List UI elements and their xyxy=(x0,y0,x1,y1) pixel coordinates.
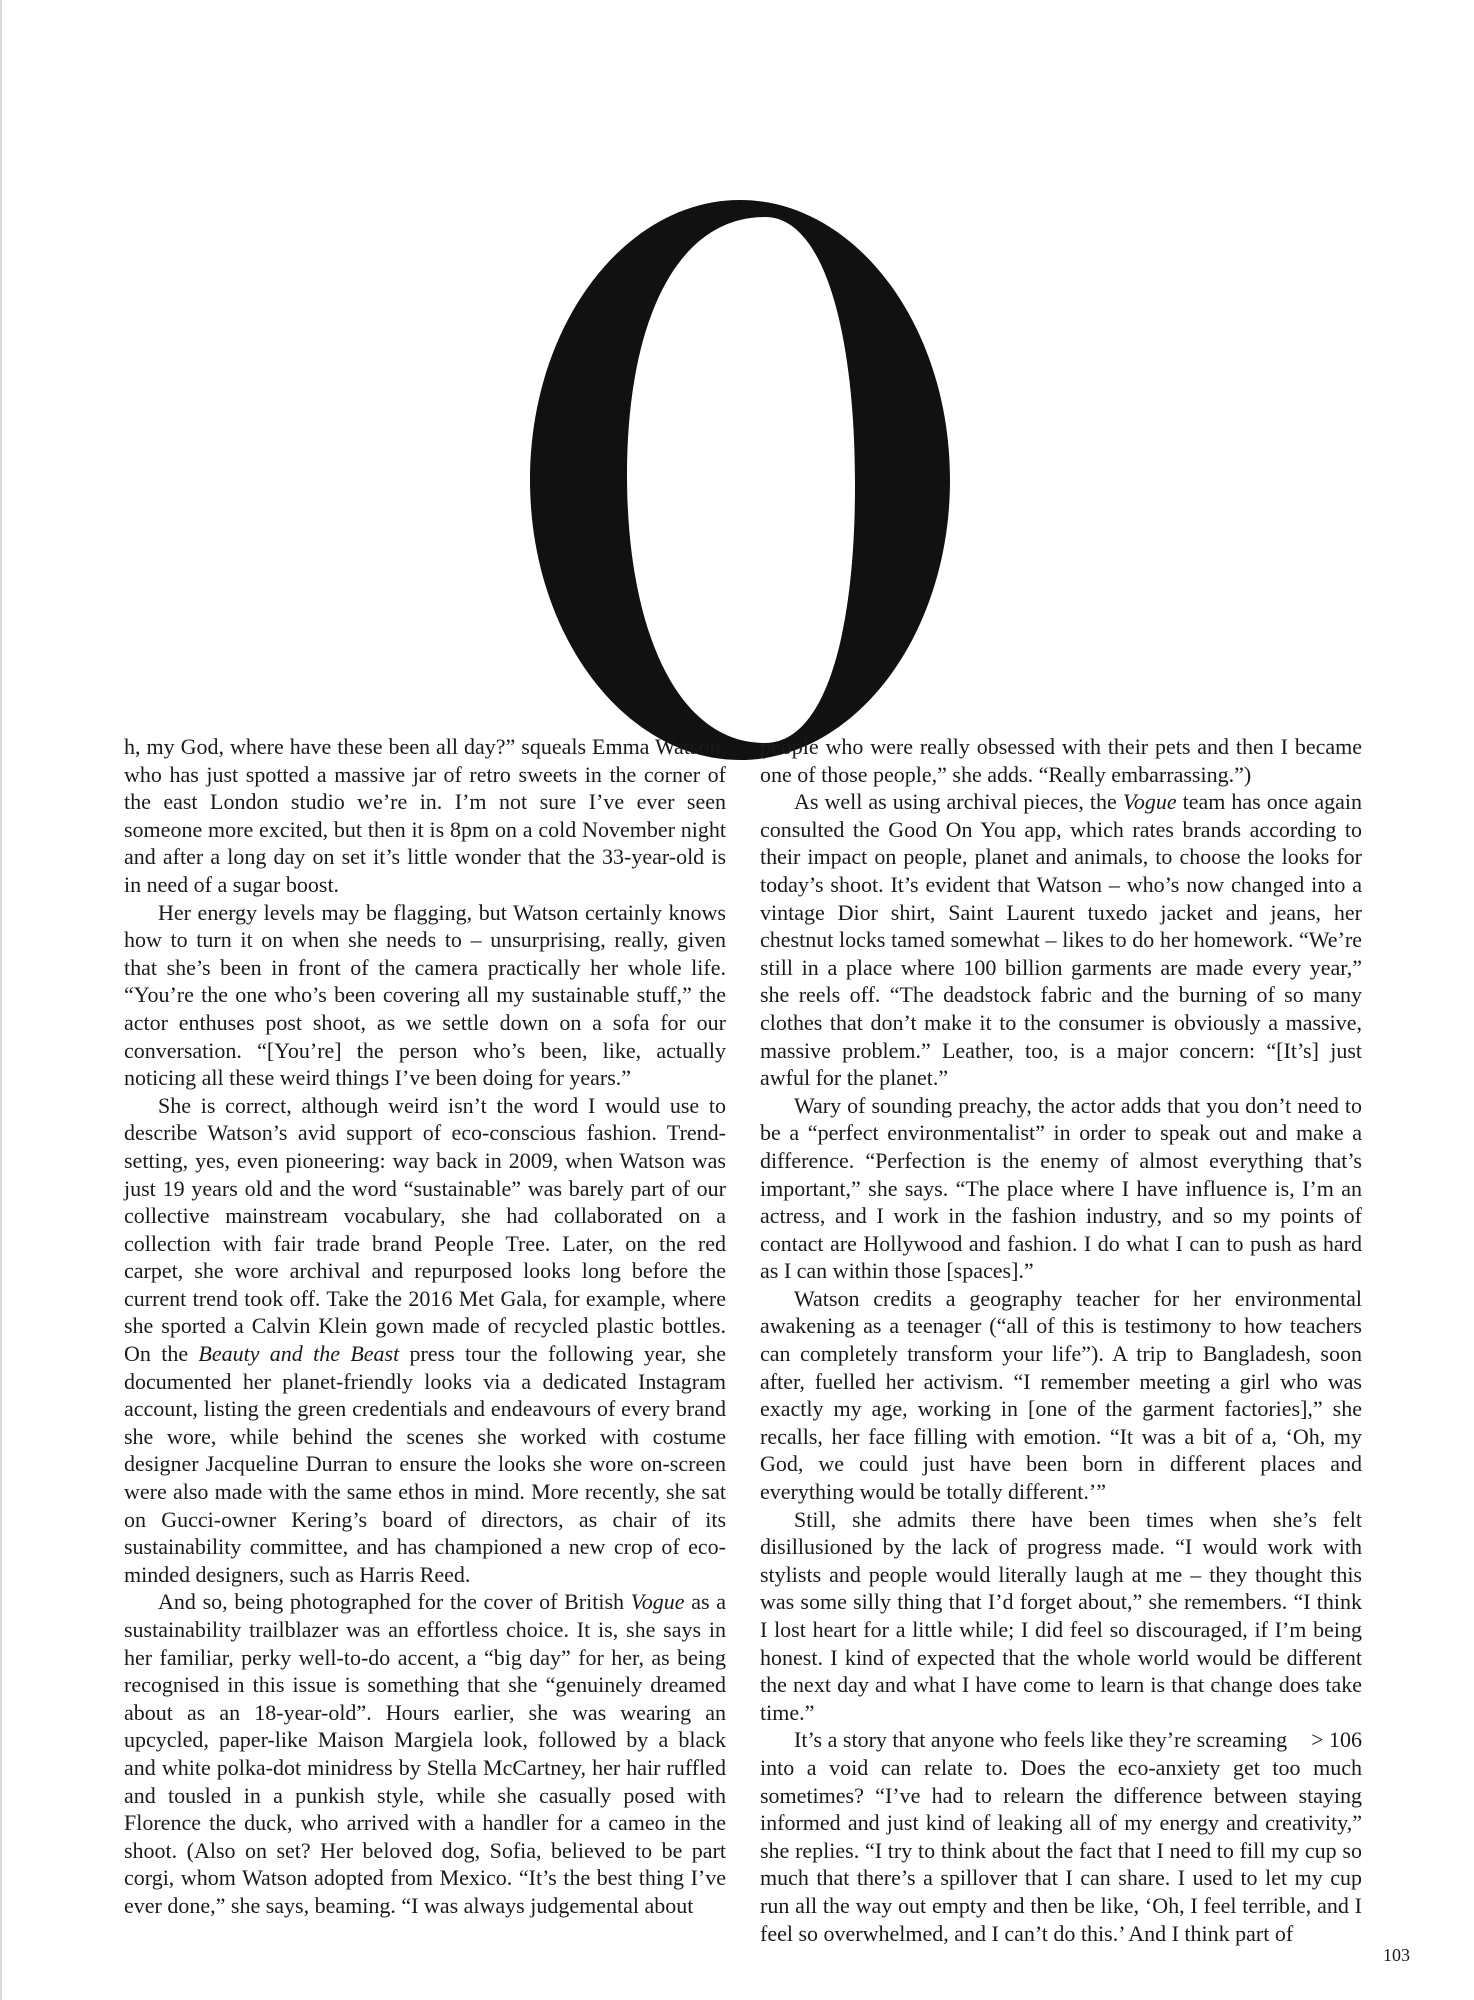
page-number: 103 xyxy=(1383,1945,1410,1965)
paragraph-9: Still, she admits there have been times when she’s felt disillusioned by the lack of progress made. “I would work with stylists and people would literally laugh at me – they thought this was some silly thing that I’d forget about,” she remembers. “I think I lost heart for a little while; I did feel so discouraged, if I’m being honest. I kind of expected that the whole world would be different the next day and what I have come to learn is that change does take time.” xyxy=(760,1506,1362,1725)
paragraph-5: people who were really obsessed with their pets and then I became one of those people,” she adds. “Really embarrassing.”) xyxy=(760,734,1362,787)
left-text-column xyxy=(124,733,726,1920)
page-edge-rule xyxy=(0,0,2,2000)
paragraph-2: Her energy levels may be flagging, but Watson certainly knows how to turn it on when she needs to – unsurprising, really, given that she’s been in front of the camera practically her whole life. “You’re the one who’s been covering all my sustainable stuff,” the actor enthuses post shoot, as we settle down on a sofa for our conversation. “[You’re] the person who’s been, like, actually noticing all these weird things I’ve been doing for years.” xyxy=(124,899,726,1091)
paragraph-10: > 106 It’s a story that anyone who feels like they’re screaming into a void can relate to. Does the eco-anxiety get too much sometimes? “I’ve had to relearn the difference between staying informed and just kind of leaking all of my energy and creativity,” she replies. “I try to think about the fact that I need to fill my cup so much that there’s a spillover that I can share. I used to let my cup run all the way out empty and then be like, ‘Oh, I feel terrible, and I feel so overwhelmed, and I can’t do this.’ And I think part of xyxy=(760,1727,1362,1946)
paragraph-4: And so, being photographed for the cover of British Vogue as a sustainability trailblazer was an effortless choice. It is, she says in her familiar, perky well-to-do accent, a “big day” for her, as being recognised in this issue is something that she “genuinely dreamed about as an 18-year-old”. Hours earlier, she was wearing an upcycled, paper-like Maison Margiela look, followed by a black and white polka-dot minidress by Stella McCartney, her hair ruffled and tousled in a punkish style, while she casually posed with Florence the duck, who arrived with a handler for a cameo in the shoot. (Also on set? Her beloved dog, Sofia, believed to be part corgi, whom Watson adopted from Mexico. “It’s the best thing I’ve ever done,” she says, beaming. “I was always judgemental about xyxy=(124,1589,726,1918)
continued-on-page: > 106 xyxy=(1311,1727,1362,1753)
drop-cap-o xyxy=(525,195,955,765)
paragraph-1: h, my God, where have these been all day?” squeals Emma Watson, who has just spotted a massive jar of retro sweets in the corner of the east London studio we’re in. I’m not sure I’ve ever seen someone more excited, but then it is 8pm on a cold November night and after a long day on set it’s little wonder that the 33-year-old is in need of a sugar boost. xyxy=(124,734,726,897)
paragraph-8: Watson credits a geography teacher for her environmental awakening as a teenager (“all of this is testimony to how teachers can completely transform your life”). A trip to Bangladesh, soon after, fuelled her activism. “I remember meeting a girl who was exactly my age, working in [one of the garment factories],” she recalls, her face filling with emotion. “It was a bit of a, ‘Oh, my God, we could just have been born in different places and everything would be totally different.’” xyxy=(760,1285,1362,1505)
right-text-column xyxy=(760,733,1362,1947)
paragraph-3: She is correct, although weird isn’t the word I would use to describe Watson’s avid support of eco-conscious fashion. Trend-setting, yes, even pioneering: way back in 2009, when Watson was just 19 years old and the word “sustainable” was barely part of our collective mainstream vocabulary, she had collaborated on a collection with fair trade brand People Tree. Later, on the red carpet, she wore archival and repurposed looks long before the current trend took off. Take the 2016 Met Gala, for example, where she sported a Calvin Klein gown made of recycled plastic bottles. On the Beauty and the Beast press tour the following year, she documented her planet-friendly looks via a dedicated Instagram account, listing the green credentials and endeavours of every brand she wore, while behind the scenes she worked with costume designer Jacqueline Durran to ensure the looks she wore on-screen were also made with the same ethos in mind. More recently, she sat on Gucci-owner Kering’s board of directors, as chair of its sustainability committee, and has championed a new crop of eco-minded designers, such as Harris Reed. xyxy=(124,1092,726,1587)
paragraph-7: Wary of sounding preachy, the actor adds that you don’t need to be a “perfect environmentalist” in order to speak out and make a difference. “Perfection is the enemy of almost everything that’s important,” she says. “The place where I have influence is, I’m an actress, and I work in the fashion industry, and so my points of contact are Hollywood and fashion. I do what I can to push as hard as I can within those [spaces].” xyxy=(760,1092,1362,1284)
paragraph-6: As well as using archival pieces, the Vogue team has once again consulted the Good On You app, which rates brands according to their impact on people, planet and animals, to choose the looks for today’s shoot. It’s evident that Watson – who’s now changed into a vintage Dior shirt, Saint Laurent tuxedo jacket and jeans, her chestnut locks tamed somewhat – likes to do her homework. “We’re still in a place where 100 billion garments are made every year,” she reels off. “The deadstock fabric and the burning of so many clothes that don’t make it to the consumer is obviously a massive, massive problem.” Leather, too, is a major concern: “[It’s] just awful for the planet.” xyxy=(760,789,1362,1091)
